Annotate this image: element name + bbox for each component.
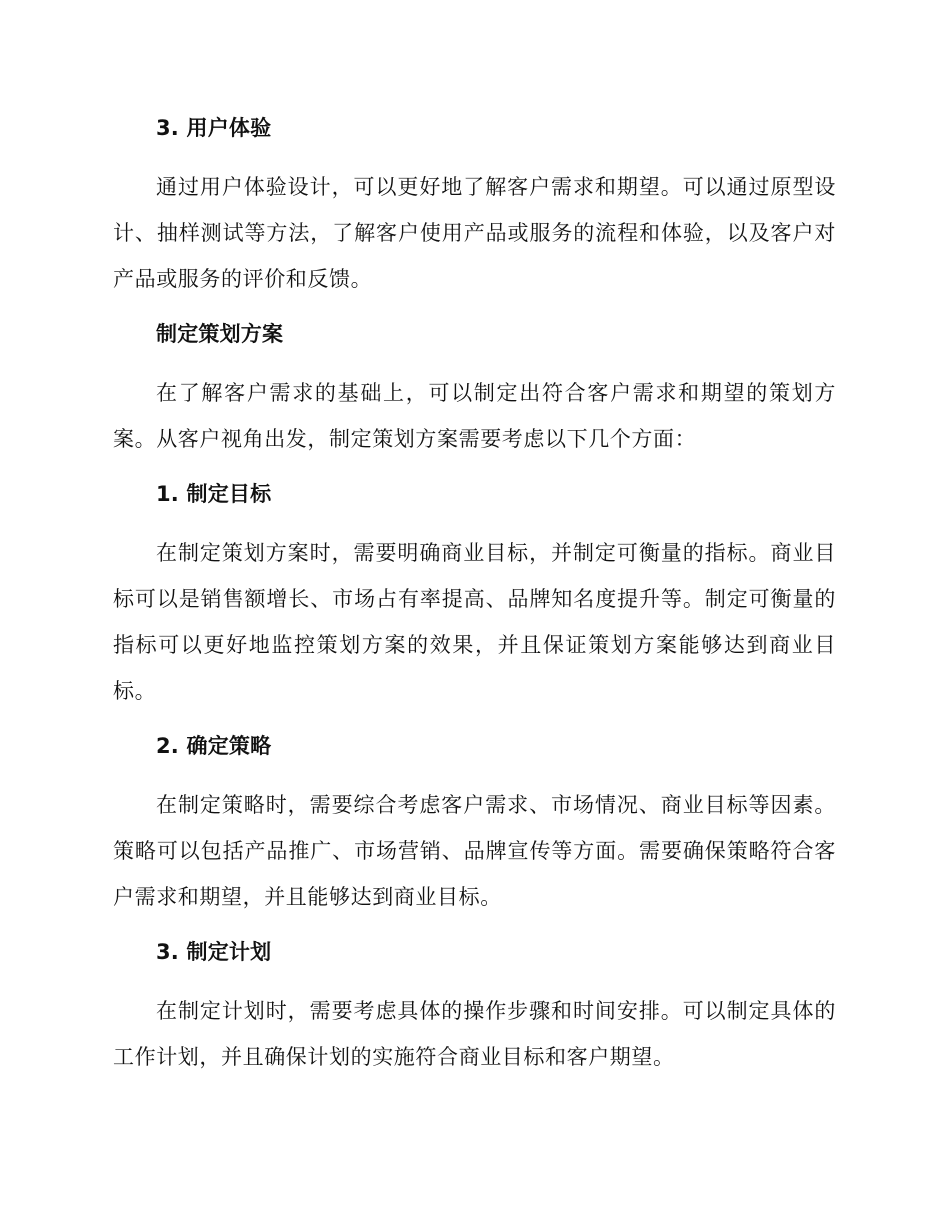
section-heading-schedule: 3. 制定计划 [156, 940, 272, 964]
section-paragraph-schedule: 在制定计划时，需要考虑具体的操作步骤和时间安排。可以制定具体的工作计划，并且确保计划的实施符合商业目标和客户期望。 [113, 999, 836, 1069]
section-paragraph-strategy: 在制定策略时，需要综合考虑客户需求、市场情况、商业目标等因素。策略可以包括产品推广、市场营销、品牌宣传等方面。需要确保策略符合客户需求和期望，并且能够达到商业目标。 [113, 793, 836, 909]
section-heading-strategy: 2. 确定策略 [156, 734, 272, 758]
section-paragraph-set-goals: 在制定策划方案时，需要明确商业目标，并制定可衡量的指标。商业目标可以是销售额增长、市场占有率提高、品牌知名度提升等。制定可衡量的指标可以更好地监控策划方案的效果，并且保证策划方案能够达到商业目标。 [113, 541, 836, 703]
section-paragraph-make-plan: 在了解客户需求的基础上，可以制定出符合客户需求和期望的策划方案。从客户视角出发，制定策划方案需要考虑以下几个方面： [113, 381, 836, 451]
section-paragraph-user-experience: 通过用户体验设计，可以更好地了解客户需求和期望。可以通过原型设计、抽样测试等方法，了解客户使用产品或服务的流程和体验，以及客户对产品或服务的评价和反馈。 [113, 175, 836, 291]
section-heading-user-experience: 3. 用户体验 [156, 116, 272, 140]
section-heading-set-goals: 1. 制定目标 [156, 482, 272, 506]
section-heading-make-plan: 制定策划方案 [156, 322, 284, 346]
